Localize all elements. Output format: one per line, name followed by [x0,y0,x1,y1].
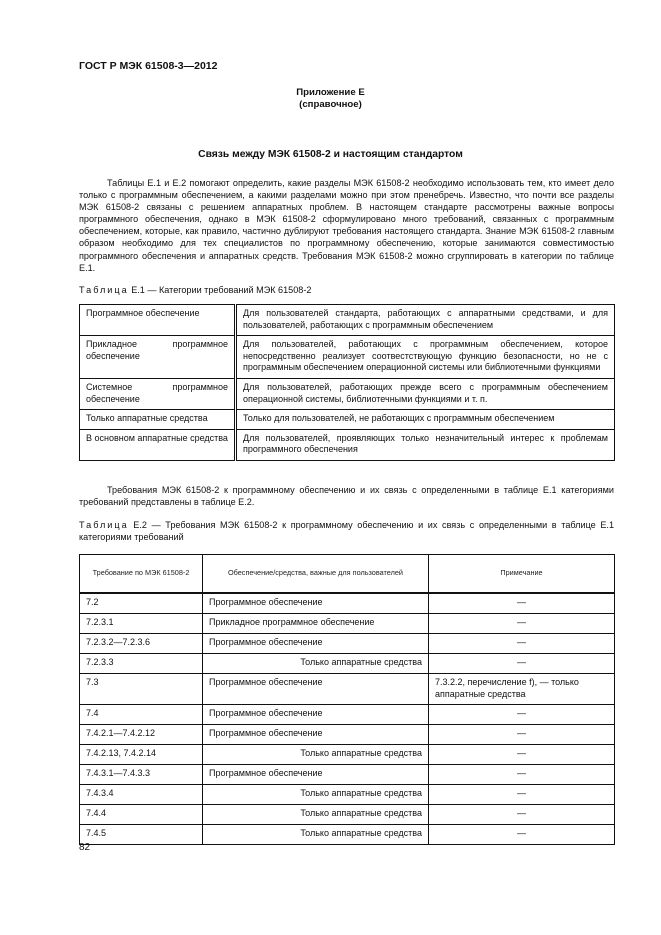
table-row [80,429,615,460]
annex-type: (справочное) [299,99,362,110]
category-cell: Программное обеспечение [203,634,429,654]
table-row [80,785,615,805]
page-number: 82 [79,842,91,853]
category-cell: Системное программное обеспечение [80,378,236,409]
category-cell: Только аппаратные средства [203,654,429,674]
description-cell: Только для пользователей, не работающих с программным обеспечением [236,410,615,430]
note-cell: — [429,785,615,805]
table-row [80,674,615,705]
note-cell: 7.3.2.2, перечисление f), — только аппаратные средства [429,674,615,705]
clause-cell: 7.2.3.1 [80,614,203,634]
category-cell: Программное обеспечение [203,674,429,705]
note-cell: — [429,825,615,845]
note-cell: — [429,634,615,654]
category-cell: Программное обеспечение [203,705,429,725]
category-cell: Программное обеспечение [203,593,429,614]
category-cell: В основном аппаратные средства [80,429,236,460]
category-cell: Только аппаратные средства [203,805,429,825]
column-header-note: Примечание [429,555,615,594]
description-cell: Для пользователей, работающих с программным обеспечением, которое непосредственно реализует соотвестствующую функцию безопасности, но не с программным обеспечением операционной системы или библиотечными функциями [236,336,615,379]
section-title: Связь между МЭК 61508-2 и настоящим стандартом [198,149,463,160]
table-row [80,634,615,654]
clause-cell: 7.4.5 [80,825,203,845]
category-cell: Только аппаратные средства [80,410,236,430]
note-cell: — [429,745,615,765]
category-cell: Программное обеспечение [203,725,429,745]
clause-cell: 7.4 [80,705,203,725]
table-row [80,765,615,785]
description-cell: Для пользователей, работающих прежде всего с программным обеспечением операционной системы, библиотечными функциями и т. п. [236,378,615,409]
table1-caption-label: Таблица [79,285,129,295]
clause-cell: 7.4.3.1—7.4.3.3 [80,765,203,785]
table2-caption-text: Е.2 — Требования МЭК 61508-2 к программному обеспечению и их связь с определенными в таблице Е.1 категориями требований [79,520,615,543]
description-cell: Для пользователей стандарта, работающих с аппаратными средствами, и для пользователей, работающих с программным обеспечением [236,305,615,336]
category-cell: Только аппаратные средства [203,745,429,765]
category-cell: Прикладное программное обеспечение [80,336,236,379]
table-e2 [79,554,615,845]
annex-heading [0,87,661,111]
note-cell: — [429,805,615,825]
clause-cell: 7.3 [80,674,203,705]
table-row [80,825,615,845]
table2-caption [79,519,614,543]
clause-cell: 7.4.2.1—7.4.2.12 [80,725,203,745]
table-row [80,745,615,765]
table1-caption-text: Е.1 — Категории требований МЭК 61508-2 [131,285,312,295]
table-row [80,305,615,336]
table-row [80,705,615,725]
clause-cell: 7.4.4 [80,805,203,825]
note-cell: — [429,705,615,725]
category-cell: Только аппаратные средства [203,785,429,805]
table2-header-row [80,555,615,594]
table-row [80,410,615,430]
table-row [80,614,615,634]
description-cell: Для пользователей, проявляющих только незначительный интерес к проблемам программного обеспечения [236,429,615,460]
clause-cell: 7.2.3.2—7.2.3.6 [80,634,203,654]
category-cell: Только аппаратные средства [203,825,429,845]
clause-cell: 7.2.3.3 [80,654,203,674]
second-paragraph: Требования МЭК 61508-2 к программному обеспечению и их связь с определенными в таблице Е.1 категориями требований представлены в таблице Е.2. [79,485,614,508]
category-cell: Программное обеспечение [80,305,236,336]
clause-cell: 7.4.2.13, 7.4.2.14 [80,745,203,765]
clause-cell: 7.2 [80,593,203,614]
table2-caption-label: Таблица [79,520,129,530]
table-row [80,378,615,409]
clause-cell: 7.4.3.4 [80,785,203,805]
category-cell: Программное обеспечение [203,765,429,785]
note-cell: — [429,593,615,614]
table-row [80,805,615,825]
table-row [80,725,615,745]
table-row [80,336,615,379]
table-row [80,654,615,674]
note-cell: — [429,614,615,634]
table-e1 [79,304,615,461]
document-header: ГОСТ Р МЭК 61508-3—2012 [79,60,218,72]
column-header-category: Обеспечение/средства, важные для пользователей [203,555,429,594]
note-cell: — [429,725,615,745]
table1-caption [79,284,614,296]
category-cell: Прикладное программное обеспечение [203,614,429,634]
annex-label: Приложение Е [296,87,365,98]
note-cell: — [429,765,615,785]
note-cell: — [429,654,615,674]
intro-paragraph: Таблицы Е.1 и Е.2 помогают определить, какие разделы МЭК 61508-2 необходимо использовать тем, кто имеет дело только с программным обеспечением, а какими разделами можно при этом пренебречь. Известно, что почти все разделы МЭК 61508-2 связаны с решением аппаратных проблем. В настоящем стандарте рассмотрены важные вопросы программного обеспечения, однако в МЭК 61508-2 сформулировано много требований, связанных с программным обеспечением, которые, как правило, частично дублируют требования настоящего стандарта. Знание МЭК 61508-2 главным образом необходимо для тех специалистов по программному обеспечению, которые занимаются совместимостью программного обеспечения и аппаратных средств. Требования МЭК 61508-2 можно сгруппировать в категории по таблице Е.1. [79,178,614,273]
column-header-requirement: Требование по МЭК 61508-2 [80,555,203,594]
table-row [80,593,615,614]
